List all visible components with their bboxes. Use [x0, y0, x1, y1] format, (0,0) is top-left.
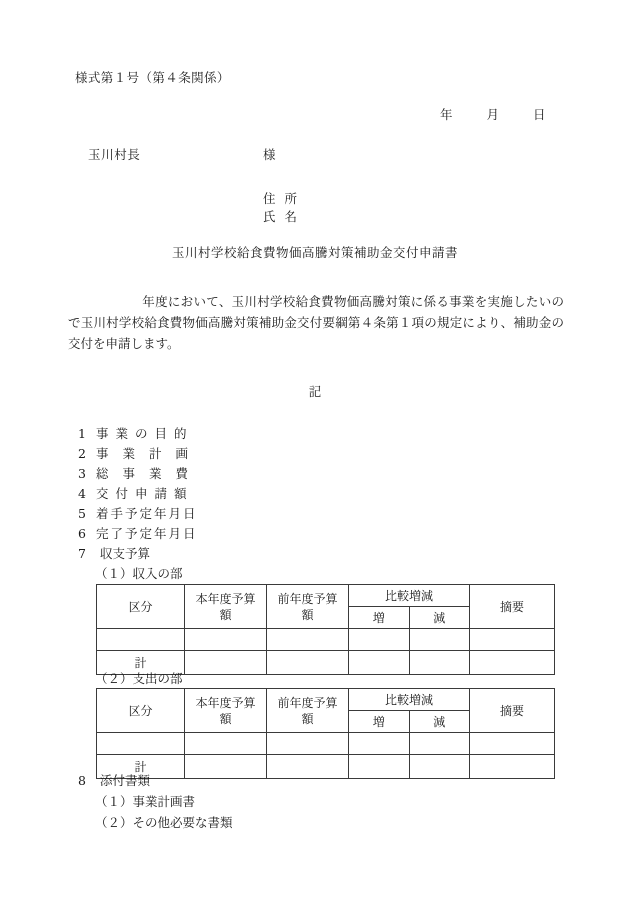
list-item-1-label: 事業の目的 [96, 426, 194, 441]
cell-note[interactable] [470, 629, 555, 651]
cell-total-prev-year[interactable] [267, 755, 349, 779]
header-this-year-line2: 額 [219, 607, 232, 622]
body-paragraph-text: 年度において、玉川村学校給食費物価高騰対策に係る事業を実施したいので玉川村学校給食費物価高騰対策補助金交付要綱第４条第１項の規定により、補助金の交付を申請します。 [68, 294, 564, 351]
addressee-honorific: 様 [263, 147, 276, 162]
header-comparison: 比較増減 [349, 585, 470, 607]
cell-total-this-year[interactable] [185, 651, 267, 675]
header-prev-year-line1: 前年度予算 [277, 695, 338, 710]
form-number: 様式第１号（第４条関係） [75, 70, 230, 85]
subsection-income: （１）収入の部 [95, 566, 183, 581]
cell-increase[interactable] [349, 733, 410, 755]
cell-this-year[interactable] [185, 629, 267, 651]
header-kubun: 区分 [97, 585, 185, 629]
list-item-7-number: 7 [78, 546, 86, 561]
header-increase: 増 [349, 607, 410, 629]
document-title: 玉川村学校給食費物価高騰対策補助金交付申請書 [171, 245, 458, 260]
list-item-3 [78, 464, 202, 482]
attachment-item-1: （１）事業計画書 [95, 794, 196, 809]
list-item-5 [78, 504, 198, 522]
header-prev-year-line2: 額 [301, 607, 314, 622]
header-this-year-line1: 本年度予算 [195, 695, 256, 710]
list-item-5-label: 着手予定年月日 [96, 506, 198, 521]
cell-decrease[interactable] [409, 629, 470, 651]
cell-kubun[interactable] [97, 629, 185, 651]
subsection-expense: （２）支出の部 [95, 671, 183, 686]
applicant-name-char-1: 氏 [263, 209, 285, 224]
list-item-2-number: 2 [78, 446, 86, 461]
body-paragraph [68, 291, 564, 354]
date-line [440, 105, 546, 123]
expense-budget-table [96, 688, 555, 779]
header-prev-year [267, 689, 349, 733]
applicant-address-label [263, 189, 297, 207]
list-item-4 [78, 484, 194, 502]
list-item-6-label: 完了予定年月日 [96, 526, 198, 541]
table-row [97, 629, 555, 651]
list-item-3-number: 3 [78, 466, 86, 481]
table-row [97, 733, 555, 755]
cell-prev-year[interactable] [267, 733, 349, 755]
list-item-8-number: 8 [78, 773, 86, 788]
cell-kubun[interactable] [97, 733, 185, 755]
table-header-row-primary [97, 689, 555, 711]
list-item-4-label: 交付申請額 [96, 486, 194, 501]
list-item-5-number: 5 [78, 506, 86, 521]
date-year-label: 年 [440, 107, 453, 122]
list-item-7 [78, 544, 150, 562]
applicant-name-label [263, 207, 297, 225]
cell-prev-year[interactable] [267, 629, 349, 651]
addressee: 玉川村長 [88, 147, 141, 162]
date-month-label: 月 [486, 107, 500, 122]
list-item-3-label: 総事業費 [96, 466, 203, 481]
header-prev-year-line1: 前年度予算 [277, 591, 338, 606]
list-item-6-number: 6 [78, 526, 86, 541]
list-item-6 [78, 524, 198, 542]
cell-total-note[interactable] [470, 651, 555, 675]
table-row-total [97, 755, 555, 779]
income-budget-table [96, 584, 555, 675]
cell-total-decrease[interactable] [409, 651, 470, 675]
header-prev-year [267, 585, 349, 629]
header-decrease: 減 [409, 607, 470, 629]
cell-increase[interactable] [349, 629, 410, 651]
cell-total-label: 計 [97, 755, 185, 779]
header-note: 摘要 [470, 689, 555, 733]
header-prev-year-line2: 額 [301, 711, 314, 726]
header-this-year-line2: 額 [219, 711, 232, 726]
applicant-name-char-2: 名 [284, 209, 298, 224]
list-item-8 [78, 771, 150, 789]
attachment-item-2: （２）その他必要な書類 [95, 815, 233, 830]
header-kubun: 区分 [97, 689, 185, 733]
cell-note[interactable] [470, 733, 555, 755]
applicant-address-char-1: 住 [263, 191, 285, 206]
cell-total-note[interactable] [470, 755, 555, 779]
applicant-address-char-2: 所 [284, 191, 298, 206]
cell-total-decrease[interactable] [409, 755, 470, 779]
header-decrease: 減 [409, 711, 470, 733]
date-day-label: 日 [533, 107, 546, 122]
header-increase: 増 [349, 711, 410, 733]
table-header-row-primary [97, 585, 555, 607]
header-this-year [185, 585, 267, 629]
list-item-2 [78, 444, 202, 462]
list-item-4-number: 4 [78, 486, 86, 501]
cell-total-increase[interactable] [349, 651, 410, 675]
header-this-year-line1: 本年度予算 [195, 591, 256, 606]
list-item-1 [78, 424, 194, 442]
cell-total-this-year[interactable] [185, 755, 267, 779]
header-note: 摘要 [470, 585, 555, 629]
cell-total-increase[interactable] [349, 755, 410, 779]
cell-total-prev-year[interactable] [267, 651, 349, 675]
list-item-1-number: 1 [78, 426, 86, 441]
header-this-year [185, 689, 267, 733]
header-comparison: 比較増減 [349, 689, 470, 711]
list-item-8-label: 添付書類 [100, 773, 151, 788]
list-item-2-label: 事業計画 [96, 446, 203, 461]
list-item-7-label: 収支予算 [100, 546, 151, 561]
kiji-marker: 記 [308, 384, 322, 399]
cell-total-label: 計 [97, 651, 185, 675]
cell-decrease[interactable] [409, 733, 470, 755]
cell-this-year[interactable] [185, 733, 267, 755]
